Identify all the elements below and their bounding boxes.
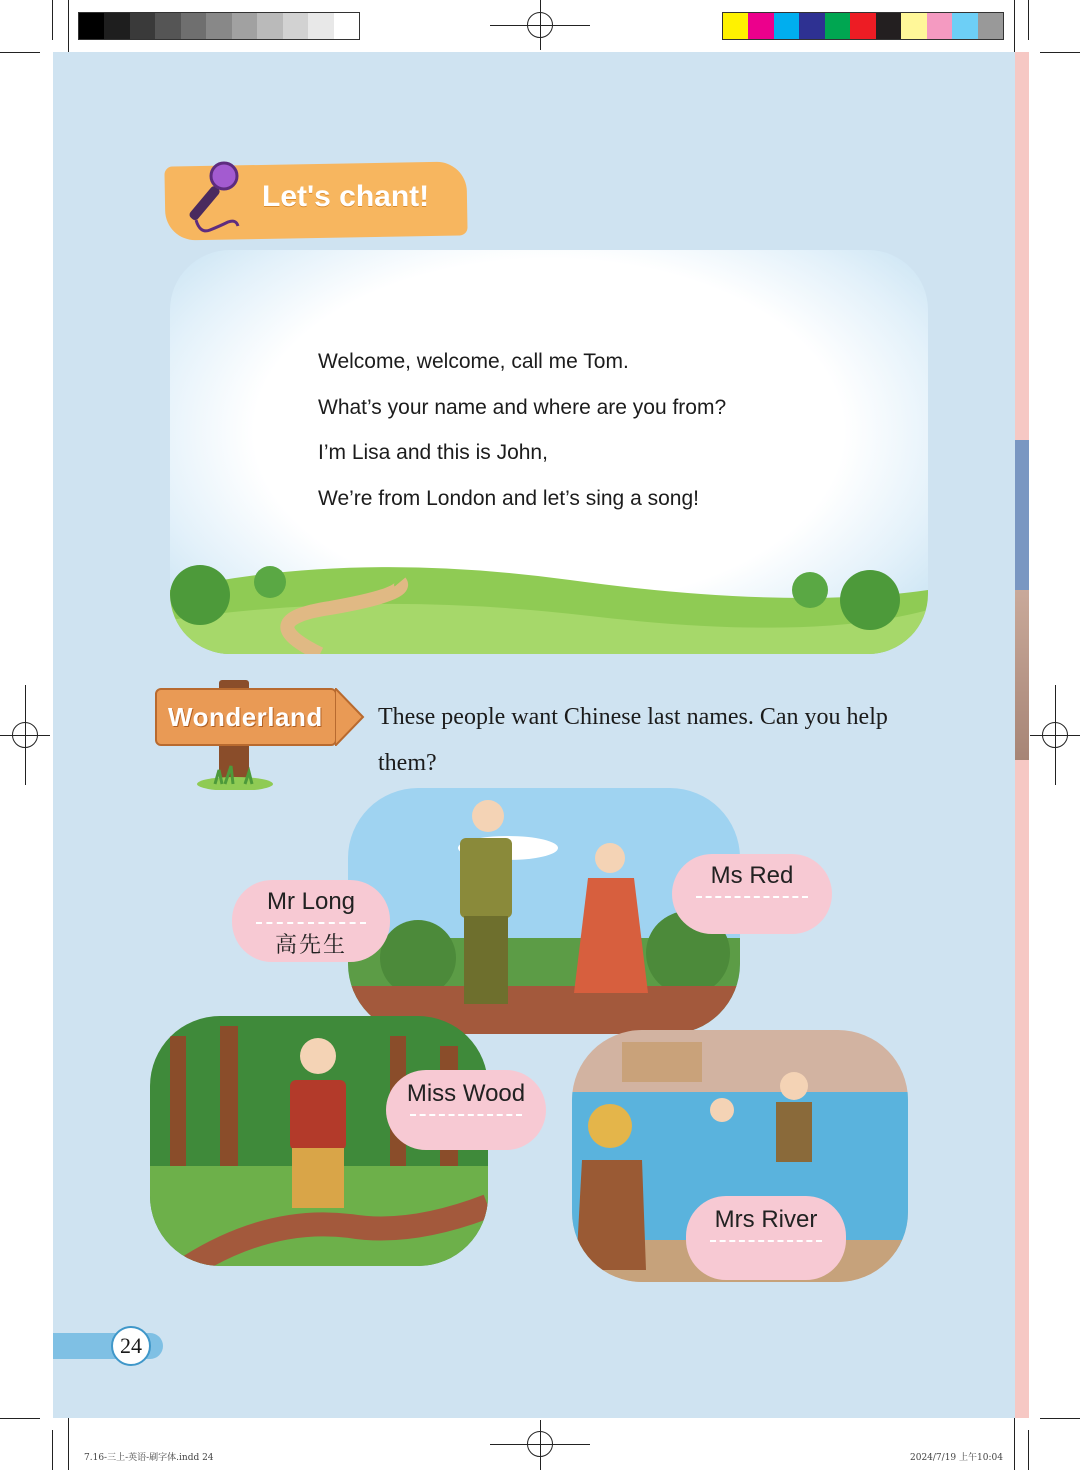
color-swatch — [723, 13, 748, 39]
chant-line-2: What’s your name and where are you from? — [318, 396, 727, 419]
answer-line — [710, 1240, 822, 1242]
gray-swatch — [334, 13, 359, 39]
answer-line — [256, 922, 366, 924]
grass-icon — [195, 760, 275, 790]
name-bubble-miss-wood — [386, 1070, 546, 1150]
color-swatch — [850, 13, 875, 39]
gray-swatch — [257, 13, 282, 39]
gray-swatch — [104, 13, 129, 39]
meadow-illustration — [170, 550, 928, 654]
gray-swatch — [181, 13, 206, 39]
gray-swatch — [283, 13, 308, 39]
cmyk-color-bar — [722, 12, 1004, 40]
gray-swatch — [79, 13, 104, 39]
color-swatch — [978, 13, 1003, 39]
gray-swatch — [308, 13, 333, 39]
wonderland-label: Wonderland — [168, 702, 323, 732]
name-bubble-mrs-river — [686, 1196, 846, 1280]
character-name: Ms Red — [710, 862, 794, 889]
print-file-info: 7.16-三上-英语-刷字体.indd 24 — [84, 1453, 214, 1463]
color-swatch — [876, 13, 901, 39]
sign-arrow-tip — [335, 688, 365, 746]
color-swatch — [748, 13, 773, 39]
chant-line-4: We’re from London and let’s sing a song! — [318, 487, 699, 510]
name-bubble-mr-long — [232, 880, 390, 962]
gray-swatch — [130, 13, 155, 39]
chant-title: Let's chant! — [262, 180, 430, 213]
page-number: 24 — [111, 1326, 151, 1366]
character-name: Miss Wood — [406, 1080, 526, 1107]
color-swatch — [774, 13, 799, 39]
wonderland-question: These people want Chinese last names. Can you help them? — [378, 704, 888, 776]
grayscale-color-bar — [78, 12, 360, 40]
color-swatch — [799, 13, 824, 39]
gray-swatch — [206, 13, 231, 39]
print-timestamp: 2024/7/19 上午10:04 — [910, 1453, 1003, 1463]
name-bubble-ms-red — [672, 854, 832, 934]
character-name: Mrs River — [714, 1206, 818, 1233]
page-edge-blue — [1015, 440, 1029, 590]
answer-line — [410, 1114, 522, 1116]
character-name: Mr Long — [266, 888, 356, 915]
answer-line — [696, 896, 808, 898]
color-swatch — [901, 13, 926, 39]
chant-card — [170, 250, 928, 654]
microphone-icon — [186, 158, 248, 238]
chant-line-3: I’m Lisa and this is John, — [318, 441, 548, 464]
color-swatch — [825, 13, 850, 39]
chinese-name: 高先生 — [274, 933, 347, 958]
color-swatch — [952, 13, 977, 39]
chant-line-1: Welcome, welcome, call me Tom. — [318, 350, 629, 373]
gray-swatch — [155, 13, 180, 39]
gray-swatch — [232, 13, 257, 39]
page-edge-brown — [1015, 590, 1029, 760]
color-swatch — [927, 13, 952, 39]
